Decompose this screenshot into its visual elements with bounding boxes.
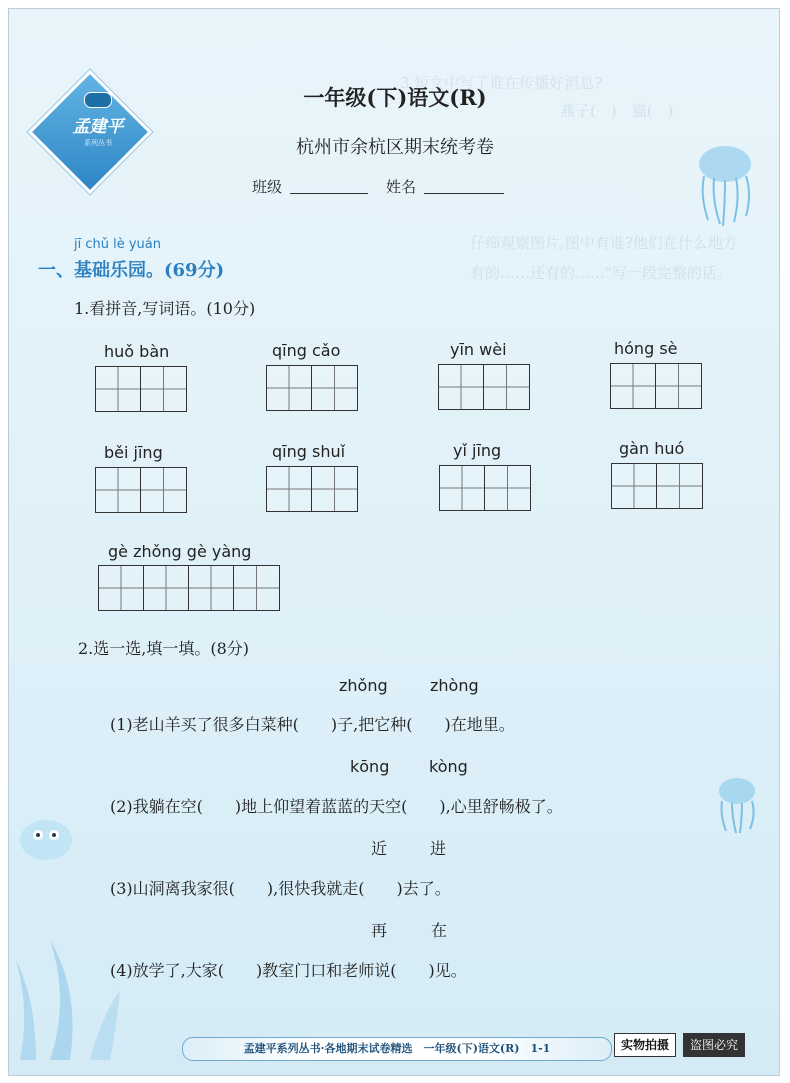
pinyin-label: qīng shuǐ	[272, 442, 346, 461]
pinyin-label: gè zhǒng gè yàng	[108, 542, 252, 561]
class-label: 班级	[252, 178, 283, 196]
option-label: 在	[431, 921, 448, 940]
option-label: 进	[430, 839, 447, 858]
pinyin-label: yǐ jīng	[453, 441, 502, 460]
writing-grid[interactable]	[611, 463, 703, 509]
option-label: 近	[371, 839, 388, 858]
option-label: 再	[371, 921, 388, 940]
show-through-text: 有的……还有的……"写一段完整的话。	[470, 264, 732, 282]
fill-sentence: (4)放学了,大家( )教室门口和老师说( )见。	[110, 961, 467, 980]
writing-grid[interactable]	[98, 565, 280, 611]
name-blank[interactable]	[424, 193, 504, 194]
question-2-title: 2.选一选,填一填。(8分)	[78, 639, 250, 658]
fill-sentence: (3)山洞离我家很( ),很快我就走( )去了。	[110, 879, 451, 898]
exam-subtitle: 杭州市余杭区期末统考卷	[296, 137, 494, 158]
class-blank[interactable]	[290, 193, 368, 194]
show-through-text: 燕子( ) 猫( )	[560, 102, 674, 120]
writing-grid[interactable]	[439, 465, 531, 511]
fill-sentence: (1)老山羊买了很多白菜种( )子,把它种( )在地里。	[110, 715, 515, 734]
section-pinyin: jī chǔ lè yuán	[74, 237, 161, 252]
writing-grid[interactable]	[95, 366, 187, 412]
writing-grid[interactable]	[266, 466, 358, 512]
show-through-text: 仔细观察图片,图中有谁?他们在什么地方	[470, 234, 738, 252]
seaweed-decoration-icon	[10, 930, 160, 1060]
option-label: kòng	[429, 757, 468, 776]
name-label: 姓名	[386, 178, 417, 196]
writing-grid[interactable]	[266, 365, 358, 411]
jellyfish-decoration-icon	[712, 775, 762, 835]
copyright-stamp: 盗图必究	[683, 1033, 745, 1057]
pinyin-label: gàn huó	[619, 439, 685, 458]
pinyin-label: yīn wèi	[450, 340, 507, 359]
pinyin-label: huǒ bàn	[104, 342, 170, 361]
option-label: zhǒng	[339, 676, 388, 695]
fish-decoration-icon	[12, 810, 82, 870]
writing-grid[interactable]	[95, 467, 187, 513]
writing-grid[interactable]	[438, 364, 530, 410]
option-label: kōng	[350, 757, 390, 776]
photo-stamp: 实物拍摄	[614, 1033, 676, 1057]
section-title: 一、基础乐园。(69分)	[38, 260, 225, 281]
option-label: zhòng	[430, 676, 479, 695]
question-1-title: 1.看拼音,写词语。(10分)	[74, 299, 256, 318]
fill-sentence: (2)我躺在空( )地上仰望着蓝蓝的天空( ),心里舒畅极了。	[110, 797, 563, 816]
logo-text: 孟建平	[72, 117, 124, 137]
footer-banner: 孟建平系列丛书·各地期末试卷精选 一年级(下)语文(R) 1-1	[182, 1037, 612, 1061]
show-through-text: 3.短文中写了谁在传播好消息?	[400, 74, 603, 92]
logo-subtext: 系列丛书	[84, 139, 112, 147]
writing-grid[interactable]	[610, 363, 702, 409]
pinyin-label: qīng cǎo	[272, 341, 341, 360]
pinyin-label: běi jīng	[104, 443, 163, 462]
exam-title: 一年级(下)语文(R)	[303, 85, 487, 110]
pinyin-label: hóng sè	[614, 339, 678, 358]
